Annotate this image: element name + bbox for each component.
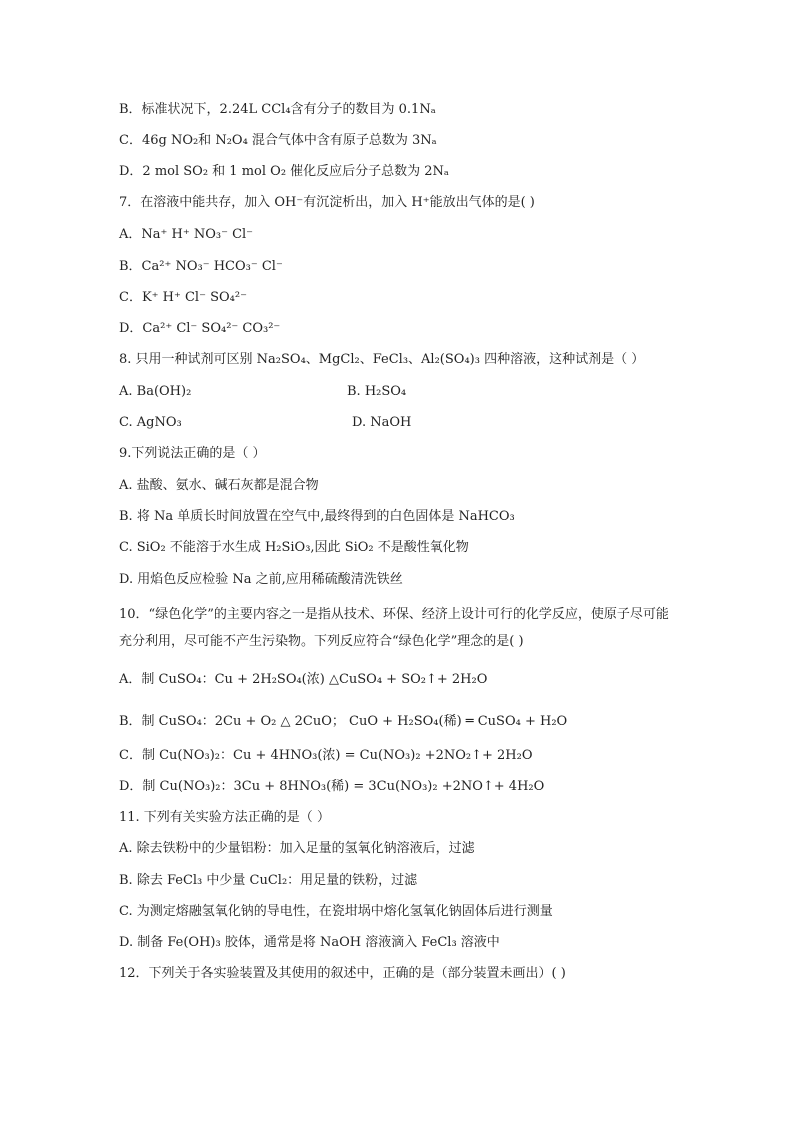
option-7b: B．Ca²⁺ NO₃⁻ HCO₃⁻ Cl⁻ — [119, 259, 283, 274]
question-10: 10．“绿色化学”的主要内容之一是指从技术、环保、经济上设计可行的化学反应，使原子尽可能充分利用，尽可能不产生污染物。下列反应符合“绿色化学”理念的是( ) — [119, 607, 669, 649]
option-11d: D. 制备 Fe(OH)₃ 胶体，通常是将 NaOH 溶液滴入 FeCl₃ 溶液中 — [119, 935, 500, 950]
option-8d: D. NaOH — [352, 415, 412, 430]
option-11a: A. 除去铁粉中的少量铝粉：加入足量的氢氧化钠溶液后，过滤 — [119, 841, 475, 856]
option-9d: D. 用焰色反应检验 Na 之前,应用稀硫酸清洗铁丝 — [119, 572, 403, 587]
question-9: 9.下列说法正确的是（ ） — [119, 446, 266, 461]
option-10a: A．制 CuSO₄：Cu + 2H₂SO₄(浓) △CuSO₄ + SO₂↑+ 2H₂O — [119, 672, 488, 687]
option-10d: D．制 Cu(NO₃)₂：3Cu + 8HNO₃(稀) = 3Cu(NO₃)₂ +2NO↑+ 4H₂O — [119, 779, 545, 794]
option-6d: D．2 mol SO₂ 和 1 mol O₂ 催化反应后分子总数为 2Nₐ — [119, 164, 449, 179]
option-10c: C．制 Cu(NO₃)₂：Cu + 4HNO₃(浓) = Cu(NO₃)₂ +2NO₂↑+ 2H₂O — [119, 748, 533, 763]
option-8a: A. Ba(OH)₂ — [119, 384, 192, 399]
option-11b: B. 除去 FeCl₃ 中少量 CuCl₂：用足量的铁粉，过滤 — [119, 873, 418, 888]
option-9b: B. 将 Na 单质长时间放置在空气中,最终得到的白色固体是 NaHCO₃ — [119, 509, 515, 524]
option-7d: D．Ca²⁺ Cl⁻ SO₄²⁻ CO₃²⁻ — [119, 321, 281, 336]
question-12: 12．下列关于各实验装置及其使用的叙述中，正确的是（部分装置未画出）( ) — [119, 966, 566, 981]
option-10b: B．制 CuSO₄：2Cu + O₂ △ 2CuO； CuO + H₂SO₄(稀) ═ CuSO₄ + H₂O — [119, 714, 568, 729]
option-8c: C. AgNO₃ — [119, 415, 182, 430]
question-7: 7．在溶液中能共存，加入 OH⁻有沉淀析出，加入 H⁺能放出气体的是( ) — [119, 195, 535, 210]
option-6c: C．46g NO₂和 N₂O₄ 混合气体中含有原子总数为 3Nₐ — [119, 133, 437, 148]
question-11: 11. 下列有关实验方法正确的是（ ） — [119, 810, 330, 825]
option-9c: C. SiO₂ 不能溶于水生成 H₂SiO₃,因此 SiO₂ 不是酸性氧化物 — [119, 540, 469, 555]
option-6b: B．标准状况下，2.24L CCl₄含有分子的数目为 0.1Nₐ — [119, 102, 436, 117]
option-7a: A．Na⁺ H⁺ NO₃⁻ Cl⁻ — [119, 227, 254, 242]
option-7c: C．K⁺ H⁺ Cl⁻ SO₄²⁻ — [119, 290, 247, 305]
option-8b: B. H₂SO₄ — [347, 384, 407, 399]
option-11c: C. 为测定熔融氢氧化钠的导电性，在瓷坩埚中熔化氢氧化钠固体后进行测量 — [119, 904, 553, 919]
question-8: 8. 只用一种试剂可区别 Na₂SO₄、MgCl₂、FeCl₃、Al₂(SO₄)₃ 四种溶液，这种试剂是（ ） — [119, 352, 645, 367]
option-9a: A. 盐酸、氨水、碱石灰都是混合物 — [119, 478, 319, 493]
